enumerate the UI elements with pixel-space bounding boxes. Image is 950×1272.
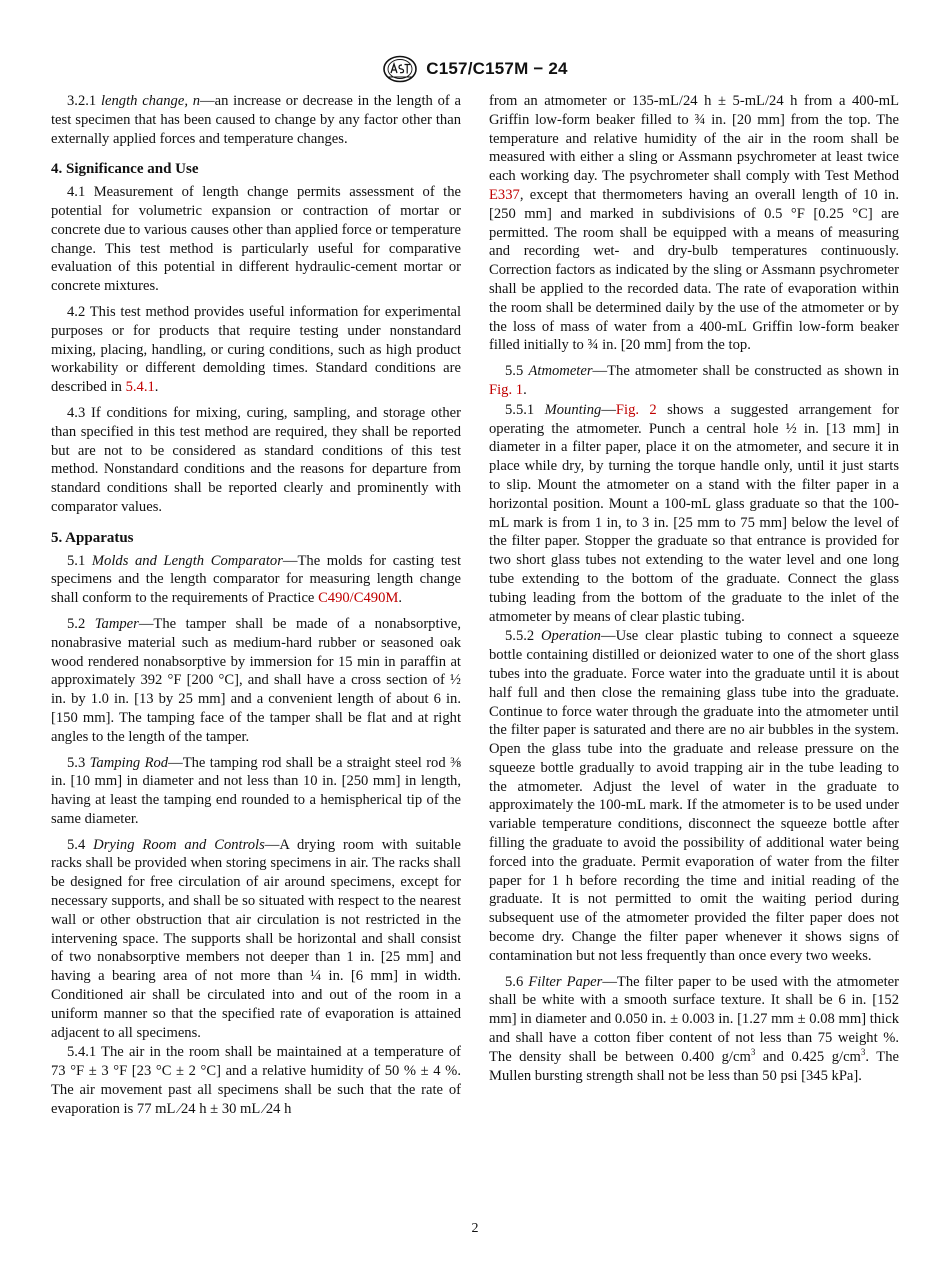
paragraph-5-4 [51, 836, 461, 1043]
standard-reference-link[interactable]: C490/C490M [318, 590, 399, 607]
figure-reference-link[interactable]: Fig. 2 [615, 401, 657, 418]
paragraph-4-2 [51, 303, 461, 397]
paragraph-4-1: 4.1 Measurement of length change permits assessment of the potential for volumetric expansion or contraction of mortar or concrete due to various causes other than applied force or temperature change. This test method is particularly useful for comparative evaluation of this potential in different hydraulic-cement mortar or concrete mixtures. [51, 184, 461, 295]
section-number: 5.1 [67, 552, 92, 569]
superscript: 3 [860, 1046, 866, 1057]
paragraph-5-6 [489, 973, 899, 1086]
paragraph-5-2 [51, 615, 461, 747]
paragraph-end: . The Mullen bursting strength shall not be less than 50 psi [345 kPa]. [489, 1048, 899, 1084]
term: Drying Room and Controls [93, 836, 265, 853]
right-column [489, 92, 899, 1092]
term: Filter Paper [528, 973, 603, 990]
paragraph-5-4-1-continued [489, 92, 899, 355]
astm-logo [382, 55, 418, 83]
section-heading-4: 4. Significance and Use [51, 161, 199, 178]
section-number: 5.5.2 [505, 628, 541, 645]
section-number: 5.6 [505, 973, 529, 990]
paragraph-5-4-1: 5.4.1 The air in the room shall be maintained at a temperature of 73 °F ± 3 °F [23 °C ± 2 °C] and a relative humidity of 50 % ± 4 %. The air movement past all specimens shall be such that the rate of evaporation is 77 mL ⁄24 h ± 30 mL ⁄24 h [51, 1044, 461, 1117]
term: Tamping Rod [89, 754, 169, 771]
term: Mounting [544, 401, 602, 418]
page-number: 2 [471, 1221, 479, 1236]
left-column [51, 92, 461, 1126]
superscript: 3 [750, 1046, 756, 1057]
term: Tamper [94, 615, 139, 632]
section-number: 5.3 [67, 754, 90, 771]
paragraph-5-5-2 [489, 627, 899, 965]
term: Molds and Length Comparator [91, 552, 283, 569]
paragraph-text: —A drying room with suitable racks shall be provided when storing specimens in air. The racks shall be designed for free circulation of air around specimens, except for necessary supports, and shall be so situated with respect to the nearest wall or other obstruction that air circulation is not restricted in the intervening space. The supports shall be horizontal and shall consist of two nonabsorptive members not deeper than 1 in. [25 mm] and having a bearing area of not more than ¼ in. [6 mm] in width. Conditioned air shall be circulated into and out of the room in a uniform manner so that the specified rate of evaporation is attained adjacent to all specimens. [51, 836, 462, 1041]
paragraph-text: —Use clear plastic tubing to connect a squeeze bottle containing distilled or deionized water to one of the short glass tubes into the graduate. Force water into the graduate until it is about half full and then close the remaining glass tube into the graduate. Continue to force water through the graduate into the atmometer until the filter paper is saturated and there are no air bubbles in the system. Open the glass tube into the graduate and release pressure on the squeeze bottle gradually to avoid trapping air in the tube leading to the atmometer. Adjust the level of water in the graduate to approximately the 100-mL mark. If the atmometer is to be used under variable temperature conditions, disconnect the squeeze bottle after filling the graduate to avoid the possibility of additional water being forced into the graduate. Permit evaporation of water from the filter paper for 1 h before recording the time and initial reading of the graduate. It is not permitted to omit the waiting period during subsequent use of the atmometer provided the filter paper does not become dry. Change the filter paper whenever it shows signs of contamination but not less frequently than once every two weeks. [489, 628, 899, 964]
section-number: 5.4 [67, 836, 94, 853]
section-number: 5.5.1 [505, 401, 545, 418]
paragraph-end: . [154, 379, 159, 396]
paragraph-text: 4.2 This test method provides useful information for experimental purposes or for products that require testing under nonstandard mixing, placing, handling, or curing conditions, such as high product workability or different demolding times. Standard conditions are described in [51, 303, 461, 396]
paragraph-end: . [523, 381, 527, 398]
paragraph-text: —The tamper shall be made of a nonabsorptive, nonabrasive material such as medium-hard rubber or seasoned oak wood rendered nonabsorptive by immersion for 15 min in paraffin at approximately 392 °F [200 °C], and shall have a cross section of ½ in. by 1.0 in. [13 by 25 mm] and a convenient length of about 6 in. [150 mm]. The tamping face of the tamper shall be flat and at right angles to the length of the tamper. [51, 615, 462, 745]
paragraph-text: from an atmometer or 135-mL/24 h ± 5-mL/24 h from a 400-mL Griffin low-form beaker filled to ¾ in. [20 mm] from the top. The temperature and relative humidity of the air in the room shall be measured with either a sling or Assmann psychrometer at least twice each working day. The psychrometer shall comply with Test Method [489, 93, 899, 185]
cross-reference-link[interactable]: 5.4.1 [125, 379, 155, 396]
section-number: 5.5 [505, 363, 529, 380]
page-header [0, 54, 950, 84]
paragraph-text: —The tamping rod shall be a straight steel rod ⅜ in. [10 mm] in diameter and not less than 10 in. [250 mm] in length, having at least the tamping end rounded to a hemispherical tip of the same diameter. [51, 754, 461, 827]
paragraph-5-3 [51, 754, 461, 829]
paragraph-3-2-1 [51, 92, 461, 148]
paragraph-text: —The filter paper to be used with the atmometer shall be white with a smooth surface texture. It shall be 6 in. [152 mm] in diameter and 0.050 in. ± 0.003 in. [1.27 mm ± 0.08 mm] thick and shall have a cotton fiber content of not less than 75 weight %. The density shall be between 0.400 g/cm [489, 973, 900, 1065]
dash: — [601, 401, 616, 418]
paragraph-text: , except that thermometers having an overall length of 10 in. [250 mm] and marked in subdivisions of 0.5 °F [0.25 °C] are permitted. The room shall be equipped with a means of measuring and recording wet- and dry-bulb temperatures continuously. Correction factors as indicated by the sling or Assmann psychrometer shall be applied to the recorded data. The rate of evaporation within the room shall be determined daily by the use of the atmometer or by the loss of mass of water from a 400-mL Griffin low-form beaker filled initially to ¾ in. [20 mm] from the top. [489, 186, 899, 354]
paragraph-5-5-1 [489, 401, 899, 627]
term: Operation [540, 628, 601, 645]
definition-text: —an increase or decrease in the length of a test specimen that has been caused to change by any factor other than externally applied forces and temperature changes. [51, 93, 461, 147]
figure-reference-link[interactable]: Fig. 1 [489, 381, 524, 398]
section-heading-5: 5. Apparatus [51, 529, 134, 546]
paragraph-4-3: 4.3 If conditions for mixing, curing, sampling, and storage other than specified in this test method are required, they shall be reported but are not to be considered as standard conditions of this test method. Nonstandard conditions and the reasons for departure from standard conditions shall be reported clearly and prominently with comparator values. [51, 404, 461, 515]
paragraph-text: shows a suggested arrangement for operating the atmometer. Punch a central hole ½ in. [13 mm] in diameter in a filter paper, place it on the atmometer, and secure it in place while dry, by turning the torque handle only, until it just starts to slip. Mount the atmometer on a stand with the filter paper in a horizontal position. Mount a 100-mL glass graduate so that the 100-mL mark is from 1 in, to 3 in. [25 mm to 75 mm] below the level of the filter paper. Stopper the graduate so that entrance is provided for two short glass tubes not extending to the water level and one long tube extending to the bottom of the graduate. Connect the glass tubing leading from the bottom of the graduate to the inlet of the atmometer by means of clear plastic tubing. [489, 401, 899, 625]
paragraph-text: —The molds for casting test specimens and the length comparator for measuring length change shall conform to the requirements of Practice [51, 552, 462, 607]
standard-reference-link[interactable]: E337 [489, 186, 520, 203]
section-number: 5.2 [67, 615, 95, 632]
standard-designation: C157/C157M − 24 [426, 59, 568, 78]
paragraph-text: and 0.425 g/cm [755, 1048, 861, 1065]
term: Atmometer [528, 363, 593, 380]
paragraph-text: —The atmometer shall be constructed as shown in [592, 363, 899, 380]
paragraph-end: . [398, 590, 402, 607]
term: length change, n [100, 93, 201, 109]
paragraph-5-1 [51, 552, 461, 608]
section-number: 3.2.1 [67, 93, 101, 109]
paragraph-5-5 [489, 362, 899, 400]
